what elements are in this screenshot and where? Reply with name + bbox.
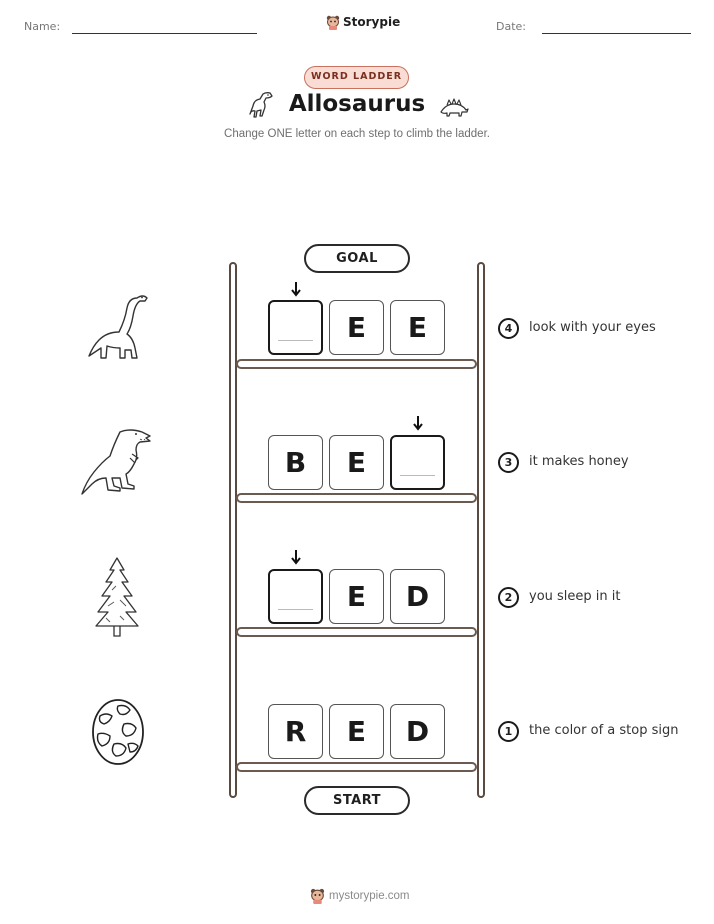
brand-name: Storypie	[343, 15, 401, 29]
letter-tile: E	[390, 300, 445, 355]
mascot-icon	[310, 887, 325, 904]
dinosaur-icon	[244, 90, 276, 120]
footer	[310, 887, 410, 904]
letter-input[interactable]	[268, 569, 323, 624]
step-number: 3	[498, 452, 519, 473]
ladder-rung	[236, 493, 477, 503]
goal-label: GOAL	[304, 244, 410, 273]
footer-url[interactable]: mystorypie.com	[329, 889, 410, 902]
instructions: Change ONE letter on each step to climb the ladder.	[224, 128, 490, 140]
letter-tile: E	[329, 300, 384, 355]
name-line[interactable]	[72, 33, 257, 34]
page-title: Allosaurus	[288, 91, 426, 117]
letter-tile: E	[329, 704, 384, 759]
ladder-rung	[236, 627, 477, 637]
brand-logo	[326, 14, 400, 30]
pine-tree-icon	[94, 556, 140, 638]
down-arrow-icon	[290, 281, 302, 297]
date-label: Date:	[496, 20, 526, 33]
letter-tile: B	[268, 435, 323, 490]
dinosaur-egg-icon	[90, 694, 146, 766]
letter-input[interactable]	[268, 300, 323, 355]
letter-input[interactable]	[390, 435, 445, 490]
letter-tile: D	[390, 704, 445, 759]
t-rex-icon	[80, 424, 154, 498]
down-arrow-icon	[412, 415, 424, 431]
brachiosaurus-icon	[85, 290, 151, 364]
mascot-icon	[326, 14, 340, 30]
clue-text: it makes honey	[529, 454, 629, 469]
step-number: 2	[498, 587, 519, 608]
ladder-rung	[236, 359, 477, 369]
step-number: 4	[498, 318, 519, 339]
letter-tile: R	[268, 704, 323, 759]
date-line[interactable]	[542, 33, 691, 34]
ladder-rail-right	[477, 262, 485, 798]
clue-text: look with your eyes	[529, 320, 656, 335]
clue-text: you sleep in it	[529, 589, 621, 604]
letter-tile: D	[390, 569, 445, 624]
word-ladder-badge: WORD LADDER	[304, 66, 409, 89]
down-arrow-icon	[290, 549, 302, 565]
letter-tile: E	[329, 569, 384, 624]
start-label: START	[304, 786, 410, 815]
ladder-rung	[236, 762, 477, 772]
ladder-rail-left	[229, 262, 237, 798]
name-label: Name:	[24, 20, 61, 33]
step-number: 1	[498, 721, 519, 742]
letter-tile: E	[329, 435, 384, 490]
clue-text: the color of a stop sign	[529, 723, 679, 738]
stegosaurus-icon	[438, 96, 470, 118]
